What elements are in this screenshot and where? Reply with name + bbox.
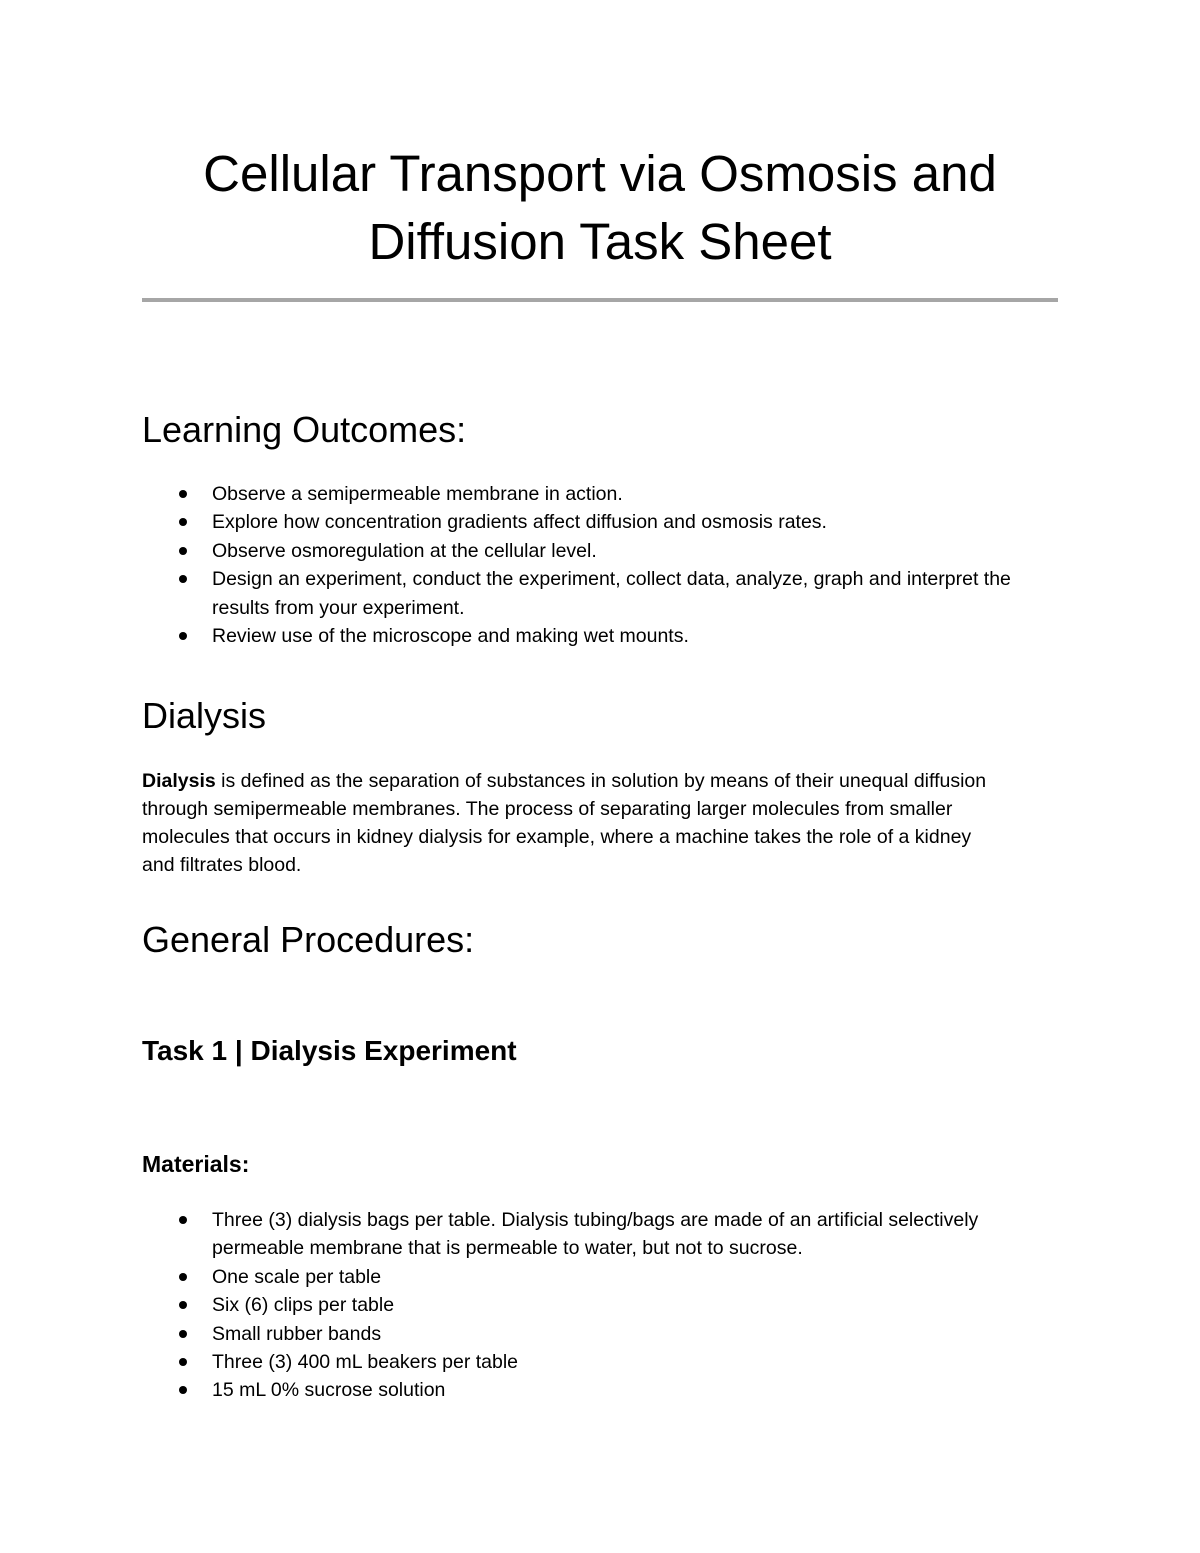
list-item-text: Three (3) 400 mL beakers per table	[212, 1351, 519, 1374]
list-item-text: Review use of the microscope and making wet mounts.	[212, 625, 689, 648]
bullet-icon	[179, 1358, 187, 1366]
list-item-text: 15 mL 0% sucrose solution	[212, 1379, 446, 1402]
bullet-icon	[179, 518, 187, 526]
materials-list	[142, 1206, 1022, 1405]
list-item-text: Observe osmoregulation at the cellular level.	[212, 539, 597, 562]
title-line-1: Cellular Transport via Osmosis and	[203, 145, 997, 202]
list-item	[142, 508, 1022, 536]
list-item	[142, 1348, 1022, 1376]
list-item	[142, 1206, 1022, 1263]
title-divider	[142, 298, 1058, 302]
list-item-text: Explore how concentration gradients affect diffusion and osmosis rates.	[212, 511, 827, 534]
list-item-text: Small rubber bands	[212, 1322, 382, 1345]
bullet-icon	[179, 1301, 187, 1309]
dialysis-definition-text: is defined as the separation of substances in solution by means of their unequal diffusion through semipermeable membranes. The process of separating larger molecules from smaller molecules that occurs in kidney dialysis for example, where a machine takes the role of a kidney and filtrates blood.	[142, 770, 987, 876]
document-title	[142, 140, 1058, 276]
list-item	[142, 480, 1022, 508]
dialysis-heading: Dialysis	[142, 695, 267, 736]
bullet-icon	[179, 547, 187, 555]
list-item	[142, 565, 1022, 622]
title-line-2: Diffusion Task Sheet	[368, 213, 832, 270]
list-item	[142, 622, 1022, 650]
list-item	[142, 1320, 1022, 1348]
task-1-heading: Task 1 | Dialysis Experiment	[142, 1035, 517, 1066]
list-item	[142, 1291, 1022, 1319]
bullet-icon	[179, 1330, 187, 1338]
list-item	[142, 1263, 1022, 1291]
dialysis-definition	[142, 767, 992, 879]
list-item-text: One scale per table	[212, 1265, 382, 1288]
list-item-text: Six (6) clips per table	[212, 1294, 395, 1317]
learning-outcomes-list	[142, 480, 1022, 650]
materials-heading: Materials:	[142, 1151, 250, 1177]
bullet-icon	[179, 632, 187, 640]
list-item	[142, 537, 1022, 565]
list-item-text: Three (3) dialysis bags per table. Dialysis tubing/bags are made of an artificial selectively permeable membrane that is permeable to water, but not to sucrose.	[212, 1209, 979, 1260]
bullet-icon	[179, 1386, 187, 1394]
general-procedures-heading: General Procedures:	[142, 919, 475, 960]
list-item-text: Observe a semipermeable membrane in action.	[212, 483, 623, 505]
bullet-icon	[179, 1273, 187, 1281]
list-item	[142, 1376, 1022, 1404]
list-item-text: Design an experiment, conduct the experiment, collect data, analyze, graph and interpret the results from your experiment.	[212, 568, 1011, 619]
learning-outcomes-heading: Learning Outcomes:	[142, 409, 467, 450]
dialysis-term: Dialysis	[142, 770, 216, 792]
bullet-icon	[179, 490, 187, 498]
bullet-icon	[179, 575, 187, 583]
bullet-icon	[179, 1216, 187, 1224]
